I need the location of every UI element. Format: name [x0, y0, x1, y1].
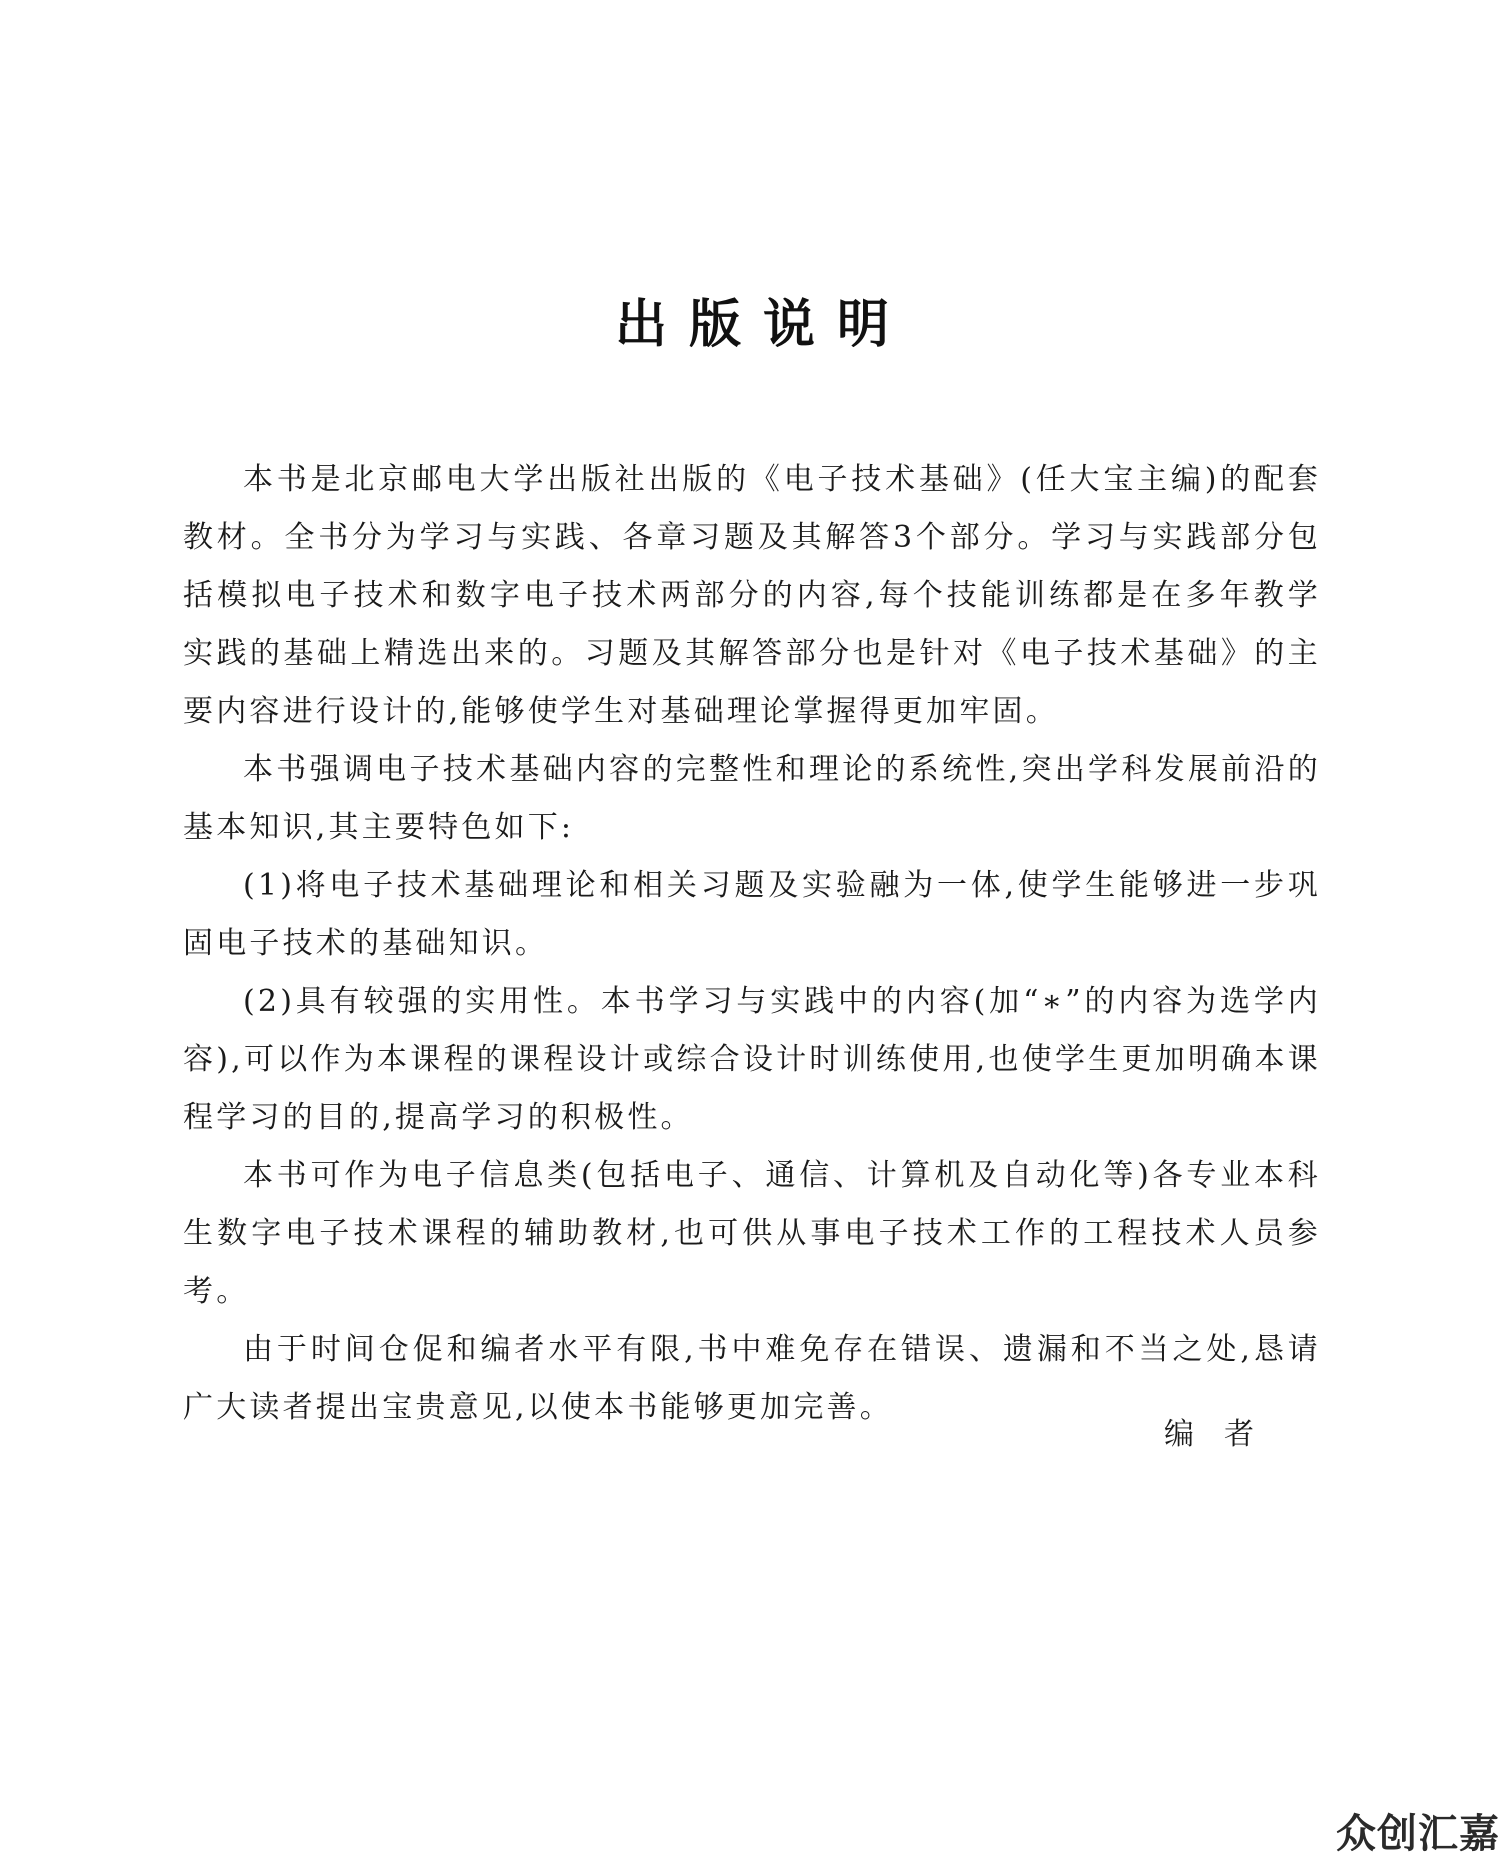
paragraph-intro: 本书是北京邮电大学出版社出版的《电子技术基础》(任大宝主编)的配套教材。全书分为学习与实践、各章习题及其解答3个部分。学习与实践部分包括模拟电子技术和数字电子技术两部分的内容,每个技能训练都是在多年教学实践的基础上精选出来的。习题及其解答部分也是针对《电子技术基础》的主要内容进行设计的,能够使学生对基础理论掌握得更加牢固。: [183, 462, 1321, 729]
paragraph-feature-1: (1)将电子技术基础理论和相关习题及实验融为一体,使学生能够进一步巩固电子技术的基础知识。: [183, 868, 1321, 961]
paragraph-audience: 本书可作为电子信息类(包括电子、通信、计算机及自动化等)各专业本科生数字电子技术课程的辅助教材,也可供从事电子技术工作的工程技术人员参考。: [183, 1158, 1321, 1309]
editor-signature: 编者: [1164, 1417, 1284, 1452]
preface-body: [183, 451, 1321, 1437]
paragraph-closing: 由于时间仓促和编者水平有限,书中难免存在错误、遗漏和不当之处,恳请广大读者提出宝贵意见,以使本书能够更加完善。: [183, 1332, 1321, 1425]
paragraph-feature-2: (2)具有较强的实用性。本书学习与实践中的内容(加“∗”的内容为选学内容),可以作为本课程的课程设计或综合设计时训练使用,也使学生更加明确本课程学习的目的,提高学习的积极性。: [183, 984, 1321, 1135]
page-title: 出版说明: [614, 294, 911, 355]
watermark-text: 众创汇嘉: [1336, 1811, 1500, 1857]
paragraph-emphasis: 本书强调电子技术基础内容的完整性和理论的系统性,突出学科发展前沿的基本知识,其主要特色如下:: [183, 752, 1321, 845]
